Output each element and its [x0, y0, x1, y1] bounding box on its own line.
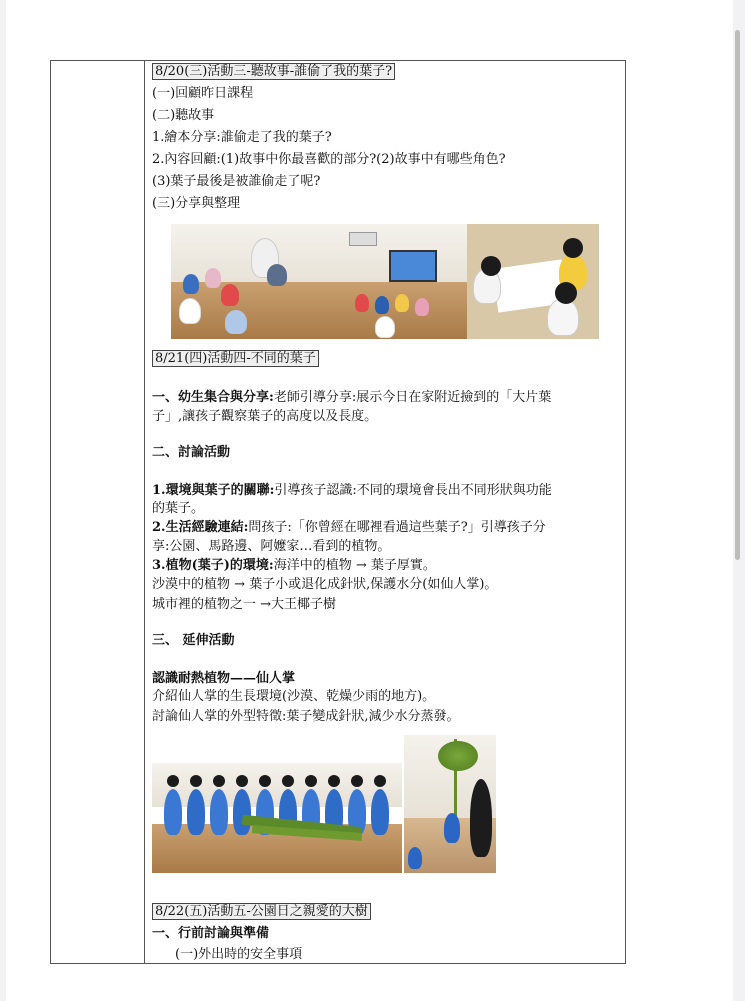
child-figure [233, 789, 251, 835]
photo-palm-leaf [404, 735, 496, 873]
subheading-cactus: 認識耐熱植物——仙人掌 [152, 671, 296, 686]
child-head [167, 775, 179, 787]
section-header-0820: 8/20(三)活動三-聽故事-誰偷了我的葉子? [152, 63, 395, 81]
child-head [374, 775, 386, 787]
photo-children-drawing [467, 224, 599, 339]
scrollbar[interactable] [735, 30, 740, 560]
text-line: 子」,讓孩子觀察葉子的高度以及長度。 [152, 409, 378, 424]
child-head [282, 775, 294, 787]
child-head [236, 775, 248, 787]
text-line: 的葉子。 [152, 501, 205, 516]
text-line: (一)外出時的安全事項 [175, 947, 303, 962]
text-line: 沙漠中的植物 → 葉子小或退化成針狀,保護水分(如仙人掌)。 [152, 577, 498, 592]
child-head [259, 775, 271, 787]
child-figure [210, 789, 228, 835]
text-line: 享:公園、馬路邊、阿嬤家…看到的植物。 [152, 539, 391, 554]
item-experience: 2.生活經驗連結:問孩子:「你曾經在哪裡看過這些葉子?」引導孩子分 [152, 520, 546, 535]
text-line: 城市裡的植物之一 →大王椰子樹 [152, 597, 337, 612]
paragraph-gathering: 一、幼生集合與分享:老師引導分享:展示今日在家附近撿到的「大片葉 [152, 390, 552, 405]
child-figure [164, 789, 182, 835]
text-line: 介紹仙人掌的生長環境(沙漠、乾燥少雨的地方)。 [152, 689, 436, 704]
text-line: 1.繪本分享:誰偷走了我的葉子? [152, 130, 332, 145]
child-figure [187, 789, 205, 835]
child-head [305, 775, 317, 787]
heading-discussion: 二、討論活動 [152, 445, 231, 460]
column-divider [144, 60, 145, 964]
photo-storytime-circle [171, 224, 319, 339]
text-line: 討論仙人掌的外型特徵:葉子變成針狀,減少水分蒸發。 [152, 709, 460, 724]
heading-extension: 三、 延伸活動 [152, 633, 235, 648]
section-header-0821: 8/21(四)活動四-不同的葉子 [152, 350, 319, 368]
child-head [351, 775, 363, 787]
text-line: (一)回顧昨日課程 [152, 86, 254, 101]
item-plant-environment: 3.植物(葉子)的環境:海洋中的植物 → 葉子厚實。 [152, 558, 436, 573]
child-figure [371, 789, 389, 835]
photo-classroom-screen [319, 224, 467, 339]
text-line: (三)分享與整理 [152, 196, 241, 211]
child-head [213, 775, 225, 787]
text-line: (3)葉子最後是被誰偷走了呢? [152, 174, 321, 189]
section-header-0822: 8/22(五)活動五-公園日之親愛的大樹 [152, 903, 371, 921]
text-line: (二)聽故事 [152, 108, 215, 123]
item-environment: 1.環境與葉子的關聯:引導孩子認識:不同的環境會長出不同形狀與功能 [152, 483, 552, 498]
child-head [190, 775, 202, 787]
child-head [328, 775, 340, 787]
photo-group-leaves [152, 763, 402, 873]
heading-preparation: 一、行前討論與準備 [152, 926, 270, 941]
text-line: 2.內容回顧:(1)故事中你最喜歡的部分?(2)故事中有哪些角色? [152, 152, 506, 167]
